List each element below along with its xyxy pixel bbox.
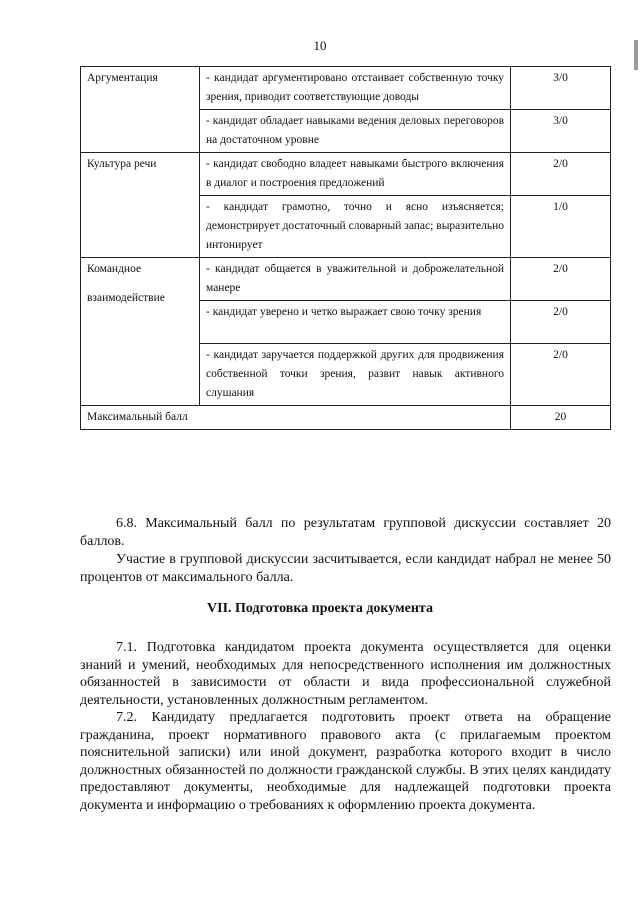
total-label: Максимальный балл xyxy=(81,405,511,429)
score-cell: 3/0 xyxy=(511,110,611,153)
descriptor-text: - кандидат уверено и четко выражает свою точку зрения xyxy=(206,305,482,318)
descriptor-cell xyxy=(200,300,511,343)
scan-edge-mark xyxy=(634,40,638,70)
score-cell: 1/0 xyxy=(511,196,611,258)
criterion-name: Аргументация xyxy=(87,72,158,84)
paragraph-6-8: 6.8. Максимальный балл по результатам групповой дискуссии составляет 20 баллов. xyxy=(80,516,611,549)
criterion-cell xyxy=(81,67,200,153)
score-cell: 2/0 xyxy=(511,300,611,343)
descriptor-cell xyxy=(200,257,511,300)
score-cell: 3/0 xyxy=(511,67,611,110)
descriptor-cell xyxy=(200,67,511,110)
descriptor-text: - кандидат аргументировано отстаивает собственную точку зрения, приводит соответствующие доводы xyxy=(206,72,504,103)
page-number: 10 xyxy=(313,38,327,53)
paragraph-participation: Участие в групповой дискуссии засчитывается, если кандидат набрал не менее 50 процентов от максимального балла. xyxy=(80,552,611,585)
descriptor-cell xyxy=(200,196,511,258)
descriptor-cell xyxy=(200,153,511,196)
descriptor-text: - кандидат общается в уважительной и доброжелательной манере xyxy=(206,262,504,294)
descriptor-cell xyxy=(200,110,511,153)
score-cell: 2/0 xyxy=(511,257,611,300)
descriptor-text: - кандидат заручается поддержкой других для продвижения собственной точки зрения, развит навык активного слушания xyxy=(206,348,504,399)
descriptor-text: - кандидат обладает навыками ведения деловых переговоров на достаточном уровне xyxy=(206,115,504,146)
table-row xyxy=(81,153,611,196)
table-row xyxy=(81,67,611,110)
descriptor-text: - кандидат свободно владеет навыками быстрого включения в диалог и построения предложений xyxy=(206,158,504,189)
descriptor-text: - кандидат грамотно, точно и ясно изъясняется; демонстрирует достаточный словарный запас; выразительно интонирует xyxy=(206,201,504,251)
criterion-cell xyxy=(81,257,200,405)
score-cell: 2/0 xyxy=(511,343,611,405)
criterion-cell xyxy=(81,153,200,258)
criterion-name-line2: взаимодействие xyxy=(87,291,165,304)
paragraph-7-2: 7.2. Кандидату предлагается подготовить проект ответа на обращение гражданина, проект нормативного правового акта (с прилагаемым проектом пояснительной записки) или иной документ, разработка которого входит в число должностных обязанностей по должности гражданской службы. В этих целях кандидату предоставляют документы, необходимые для надлежащей подготовки проекта документа и информацию о требованиях к оформлению проекта документа. xyxy=(80,710,611,813)
criterion-name: Командное xyxy=(87,262,142,275)
table-row-total xyxy=(81,405,611,429)
score-cell: 2/0 xyxy=(511,153,611,196)
table-row xyxy=(81,257,611,300)
criteria-table xyxy=(80,66,611,430)
total-value: 20 xyxy=(511,405,611,429)
section-heading: VII. Подготовка проекта документа xyxy=(207,601,433,616)
criterion-name: Культура речи xyxy=(87,158,157,170)
descriptor-cell xyxy=(200,343,511,405)
paragraph-7-1: 7.1. Подготовка кандидатом проекта документа осуществляется для оценки знаний и умений, необходимых для непосредственного исполнения им должностных обязанностей в зависимости от области и вида профессиональной служебной деятельности, установленных должностным регламентом. xyxy=(80,640,611,708)
